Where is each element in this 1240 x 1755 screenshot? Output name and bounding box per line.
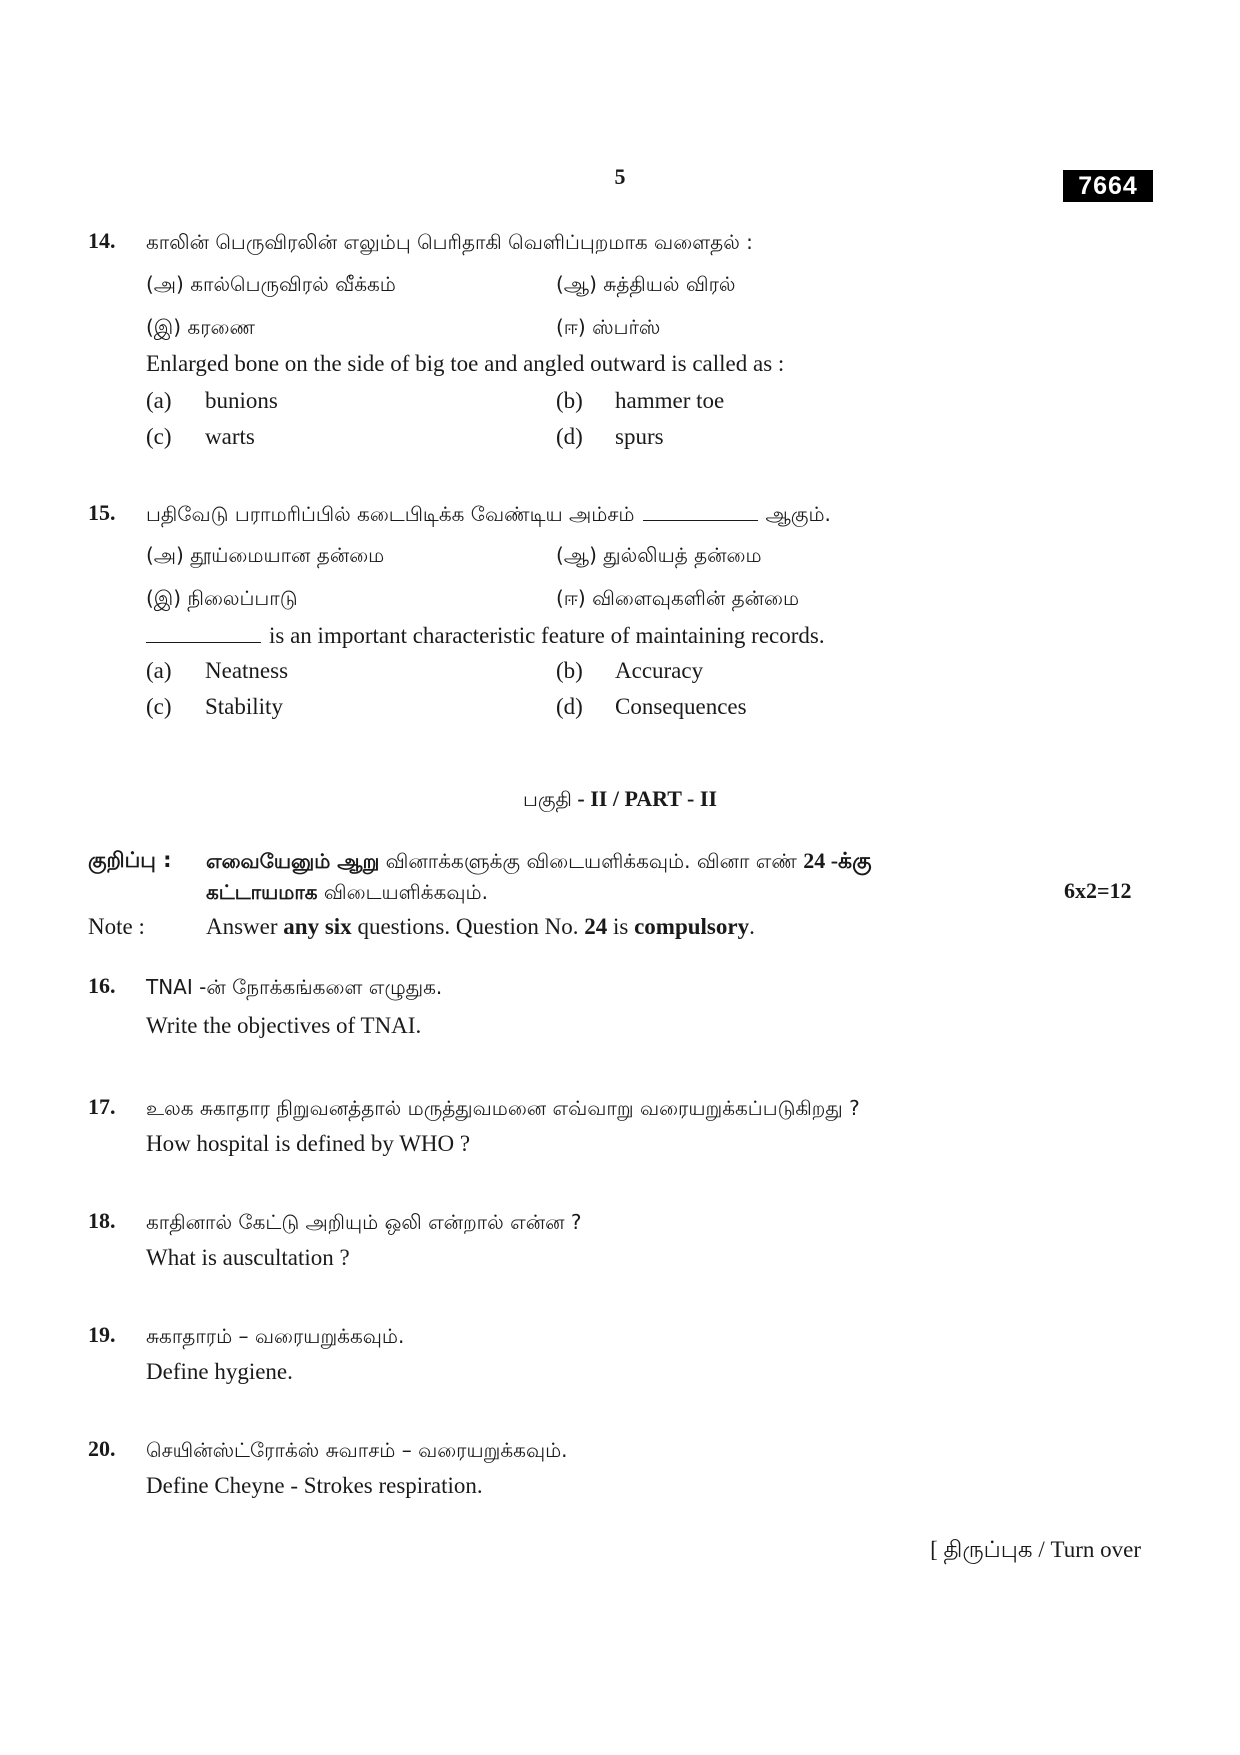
option-c-label: (c) [146, 424, 172, 449]
option-a-text: bunions [205, 388, 278, 413]
option-tamil-4: (ஈ) ஸ்பர்ஸ் [556, 315, 661, 339]
option-b-text: Accuracy [615, 658, 704, 683]
question-number: 16. [88, 973, 116, 998]
part-heading: பகுதி - II / PART - II [522, 786, 718, 811]
answer-blank [643, 502, 758, 521]
option-b-text: hammer toe [615, 388, 725, 413]
option-tamil-3: (இ) நிலைப்பாடு [146, 586, 298, 610]
turn-over-footer: [ திருப்புக / Turn over [930, 1537, 1141, 1562]
option-d-label: (d) [556, 694, 583, 719]
question-english: Define hygiene. [146, 1359, 293, 1384]
answer-blank [146, 624, 261, 643]
option-c-text: warts [205, 424, 255, 449]
option-tamil-4: (ஈ) விளைவுகளின் தன்மை [556, 586, 800, 610]
marks: 6x2=12 [1064, 878, 1132, 903]
question-number: 14. [88, 228, 116, 253]
note-tamil-line2: கட்டாயமாக விடையளிக்கவும். [206, 880, 488, 904]
question-english: Enlarged bone on the side of big toe and angled outward is called as : [146, 351, 785, 376]
option-tamil-2: (ஆ) துல்லியத் தன்மை [556, 543, 762, 567]
question-tamil: உலக சுகாதார நிறுவனத்தால் மருத்துவமனை எவ்வாறு வரையறுக்கப்படுகிறது ? [146, 1096, 860, 1120]
question-tamil: பதிவேடு பராமரிப்பில் கடைபிடிக்க வேண்டிய அம்சம் ஆகும். [146, 502, 831, 526]
question-tamil: சுகாதாரம் – வரையறுக்கவும். [146, 1324, 405, 1348]
question-tamil: செயின்ஸ்ட்ரோக்ஸ் சுவாசம் – வரையறுக்கவும். [146, 1438, 568, 1462]
note-english-label: Note : [88, 914, 145, 939]
option-a-label: (a) [146, 388, 172, 413]
note-english-text: Answer any six questions. Question No. 24 is compulsory. [206, 914, 755, 939]
question-number: 20. [88, 1436, 116, 1461]
question-english: How hospital is defined by WHO ? [146, 1131, 471, 1156]
option-d-text: Consequences [615, 694, 747, 719]
option-b-label: (b) [556, 658, 583, 683]
page-number: 5 [614, 164, 626, 189]
question-english: is an important characteristic feature of maintaining records. [146, 623, 825, 649]
option-tamil-2: (ஆ) சுத்தியல் விரல் [556, 272, 736, 296]
question-number: 17. [88, 1094, 116, 1119]
question-tamil: TNAI -ன் நோக்கங்களை எழுதுக. [146, 975, 443, 999]
option-c-label: (c) [146, 694, 172, 719]
note-tamil-label: குறிப்பு : [88, 848, 172, 872]
question-number: 15. [88, 500, 116, 525]
question-tamil: காதினால் கேட்டு அறியும் ஒலி என்றால் என்ன ? [146, 1210, 582, 1234]
question-english: Define Cheyne - Strokes respiration. [146, 1473, 483, 1498]
option-a-label: (a) [146, 658, 172, 683]
option-tamil-1: (அ) தூய்மையான தன்மை [146, 543, 385, 567]
option-a-text: Neatness [205, 658, 289, 683]
option-tamil-3: (இ) கரணை [146, 315, 255, 339]
question-tamil: காலின் பெருவிரலின் எலும்பு பெரிதாகி வெளிப்புறமாக வளைதல் : [146, 230, 753, 254]
option-tamil-1: (அ) கால்பெருவிரல் வீக்கம் [146, 272, 396, 296]
option-b-label: (b) [556, 388, 583, 413]
paper-code-badge: 7664 [1063, 170, 1153, 202]
note-tamil-line1: எவையேனும் ஆறு வினாக்களுக்கு விடையளிக்கவும். வினா எண் 24 -க்கு [206, 848, 872, 873]
question-english: Write the objectives of TNAI. [146, 1013, 422, 1038]
question-number: 19. [88, 1322, 116, 1347]
option-d-text: spurs [615, 424, 664, 449]
option-c-text: Stability [205, 694, 283, 719]
question-english: What is auscultation ? [146, 1245, 350, 1270]
question-number: 18. [88, 1208, 116, 1233]
option-d-label: (d) [556, 424, 583, 449]
